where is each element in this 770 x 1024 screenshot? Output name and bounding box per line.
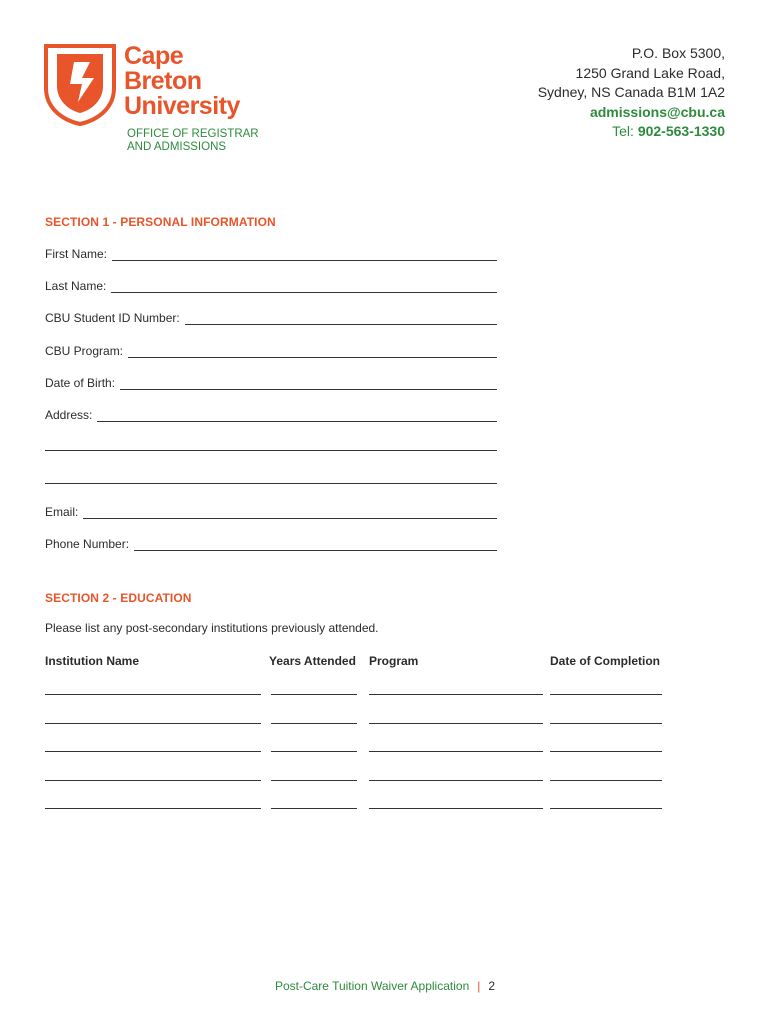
- phone-label: Phone Number:: [45, 537, 130, 551]
- row4-institution-line[interactable]: [45, 780, 261, 781]
- university-wordmark: [124, 44, 240, 119]
- address-line-2: 1250 Grand Lake Road,: [575, 64, 725, 81]
- dob-line[interactable]: [120, 388, 497, 390]
- admissions-email-link[interactable]: admissions@cbu.ca: [589, 103, 725, 120]
- row1-program-line[interactable]: [369, 694, 543, 695]
- address-line-3: Sydney, NS Canada B1M 1A2: [537, 84, 725, 100]
- cbu-shield-logo-icon: [44, 44, 116, 126]
- section-1-title: SECTION 1 - PERSONAL INFORMATION: [45, 215, 276, 229]
- program-field[interactable]: [45, 342, 497, 358]
- row2-years-line[interactable]: [271, 723, 357, 724]
- last-name-line[interactable]: [111, 291, 497, 293]
- first-name-line[interactable]: [112, 259, 497, 261]
- footer-separator: |: [477, 979, 481, 993]
- telephone-line: [538, 122, 725, 142]
- row4-years-line[interactable]: [271, 780, 357, 781]
- first-name-field[interactable]: [45, 245, 497, 261]
- row5-institution-line[interactable]: [45, 808, 261, 809]
- student-id-field[interactable]: [45, 309, 497, 325]
- address-label: Address:: [45, 408, 93, 422]
- email-field[interactable]: [45, 503, 497, 519]
- address-line-extra-1[interactable]: [45, 450, 497, 451]
- office-line-2: AND ADMISSIONS: [127, 141, 227, 153]
- page-number: 2: [488, 979, 496, 993]
- col-institution-name: Institution Name: [45, 654, 140, 668]
- tel-label: Tel:: [612, 123, 634, 139]
- row2-date-line[interactable]: [550, 723, 662, 724]
- address-field[interactable]: [45, 406, 497, 422]
- row4-date-line[interactable]: [550, 780, 662, 781]
- program-line[interactable]: [128, 356, 497, 358]
- page-footer: [0, 979, 770, 993]
- row3-years-line[interactable]: [271, 751, 357, 752]
- col-date-of-completion: Date of Completion: [550, 654, 660, 668]
- tel-number[interactable]: 902-563-1330: [637, 123, 725, 139]
- footer-title: Post-Care Tuition Waiver Application: [274, 979, 470, 993]
- row2-program-line[interactable]: [369, 723, 543, 724]
- dob-label: Date of Birth:: [45, 376, 116, 390]
- address-line-1: P.O. Box 5300,: [631, 45, 725, 61]
- logo-line-cape: Cape: [124, 42, 184, 70]
- address-line-extra-2[interactable]: [45, 483, 497, 484]
- row2-institution-line[interactable]: [45, 723, 261, 724]
- row4-program-line[interactable]: [369, 780, 543, 781]
- logo-line-breton: Breton: [124, 67, 202, 95]
- address-line[interactable]: [97, 420, 497, 422]
- student-id-line[interactable]: [185, 323, 497, 325]
- row5-program-line[interactable]: [369, 808, 543, 809]
- row3-date-line[interactable]: [550, 751, 662, 752]
- first-name-label: First Name:: [45, 247, 108, 261]
- email-label: Email:: [45, 505, 79, 519]
- row5-date-line[interactable]: [550, 808, 662, 809]
- row1-institution-line[interactable]: [45, 694, 261, 695]
- row3-institution-line[interactable]: [45, 751, 261, 752]
- row1-years-line[interactable]: [271, 694, 357, 695]
- dob-field[interactable]: [45, 374, 497, 390]
- row1-date-line[interactable]: [550, 694, 662, 695]
- phone-field[interactable]: [45, 535, 497, 551]
- logo-line-university: University: [124, 92, 240, 120]
- last-name-field[interactable]: [45, 277, 497, 293]
- col-years-attended: Years Attended: [269, 654, 356, 668]
- office-line-1: OFFICE OF REGISTRAR: [127, 128, 259, 140]
- email-line[interactable]: [83, 517, 497, 519]
- education-intro: Please list any post-secondary institutions previously attended.: [45, 621, 379, 635]
- section-2-title: SECTION 2 - EDUCATION: [45, 591, 192, 605]
- row3-program-line[interactable]: [369, 751, 543, 752]
- last-name-label: Last Name:: [45, 279, 107, 293]
- student-id-label: CBU Student ID Number:: [45, 311, 180, 325]
- phone-line[interactable]: [134, 549, 497, 551]
- col-program: Program: [369, 654, 419, 668]
- contact-block: [538, 44, 725, 142]
- office-label: [127, 128, 259, 154]
- program-label: CBU Program:: [45, 344, 124, 358]
- row5-years-line[interactable]: [271, 808, 357, 809]
